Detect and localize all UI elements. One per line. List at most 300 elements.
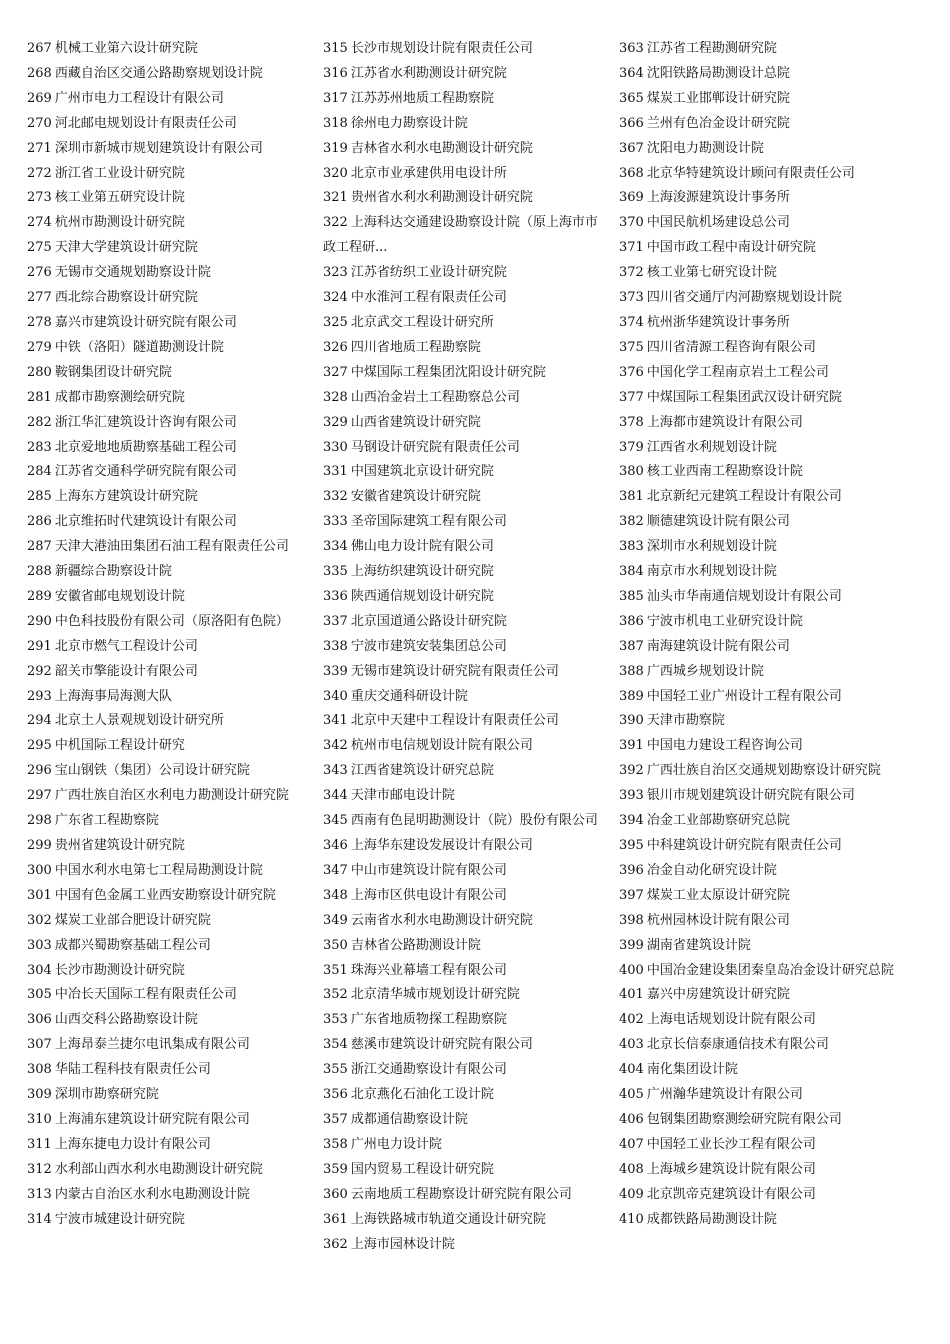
list-item <box>323 510 610 535</box>
list-item <box>323 1033 610 1058</box>
list-item <box>619 1083 906 1108</box>
list-item <box>323 834 610 859</box>
item-number: 380 <box>619 464 644 480</box>
item-number: 337 <box>323 613 348 629</box>
list-item <box>619 585 906 610</box>
list-item <box>619 485 906 510</box>
item-number: 307 <box>27 1037 52 1053</box>
item-number: 333 <box>323 514 348 530</box>
item-name: 徐州电力勘察设计院 <box>350 115 468 131</box>
list-item <box>619 62 906 87</box>
item-number: 335 <box>323 564 348 580</box>
item-number: 324 <box>323 290 348 306</box>
item-number: 362 <box>323 1236 348 1252</box>
item-number: 357 <box>323 1111 348 1127</box>
item-name: 北京维拓时代建筑设计有限公司 <box>54 514 237 530</box>
list-item <box>619 336 906 361</box>
item-name: 北京燕化石油化工设计院 <box>350 1087 494 1103</box>
item-number: 372 <box>619 265 644 281</box>
item-name: 上海城乡建筑设计院有限公司 <box>646 1161 816 1177</box>
item-name: 湖南省建筑设计院 <box>646 937 751 953</box>
item-number: 382 <box>619 514 644 530</box>
list-item <box>323 959 610 984</box>
item-name: 杭州市电信规划设计院有限公司 <box>350 738 533 754</box>
item-name: 江西省水利规划设计院 <box>646 439 777 455</box>
item-name: 沈阳铁路局勘测设计总院 <box>646 65 790 81</box>
list-item <box>323 535 610 560</box>
item-number: 310 <box>27 1111 52 1127</box>
list-item <box>619 286 906 311</box>
list-item <box>323 436 610 461</box>
list-item <box>323 709 610 734</box>
item-number: 385 <box>619 588 644 604</box>
list-item <box>619 834 906 859</box>
item-number: 280 <box>27 364 52 380</box>
list-item <box>27 1058 314 1083</box>
item-number: 347 <box>323 862 348 878</box>
item-number: 301 <box>27 887 52 903</box>
item-name: 上海东捷电力设计有限公司 <box>54 1136 211 1152</box>
item-number: 322 <box>323 215 348 231</box>
list-item <box>27 1108 314 1133</box>
item-number: 341 <box>323 713 348 729</box>
list-item <box>27 759 314 784</box>
item-name: 云南地质工程勘察设计研究院有限公司 <box>350 1186 572 1202</box>
list-item <box>27 1208 314 1233</box>
list-item <box>619 685 906 710</box>
list-item <box>619 983 906 1008</box>
list-item <box>27 311 314 336</box>
item-number: 391 <box>619 738 644 754</box>
item-number: 349 <box>323 912 348 928</box>
list-item <box>27 660 314 685</box>
list-item <box>619 859 906 884</box>
list-item <box>27 510 314 535</box>
item-name: 南京市水利规划设计院 <box>646 564 777 580</box>
item-name: 杭州浙华建筑设计事务所 <box>646 314 790 330</box>
list-item <box>619 186 906 211</box>
list-item <box>323 734 610 759</box>
item-name: 上海电话规划设计院有限公司 <box>646 1012 816 1028</box>
item-number: 313 <box>27 1186 52 1202</box>
item-number: 267 <box>27 41 52 56</box>
list-item <box>323 186 610 211</box>
list-item <box>27 934 314 959</box>
list-item <box>619 137 906 162</box>
item-name: 无锡市建筑设计研究院有限责任公司 <box>350 663 559 679</box>
item-number: 323 <box>323 265 348 281</box>
list-item <box>27 959 314 984</box>
item-number: 269 <box>27 90 52 106</box>
item-name: 北京长信泰康通信技术有限公司 <box>646 1037 829 1053</box>
item-name: 江苏省交通科学研究院有限公司 <box>54 464 237 480</box>
list-item <box>323 1158 610 1183</box>
list-item <box>27 1008 314 1033</box>
item-name: 深圳市水利规划设计院 <box>646 539 777 555</box>
list-item <box>27 411 314 436</box>
item-name: 北京清华城市规划设计研究院 <box>350 987 520 1003</box>
list-item <box>27 37 314 62</box>
item-number: 292 <box>27 663 52 679</box>
item-name: 广州市电力工程设计有限公司 <box>54 90 224 106</box>
item-number: 318 <box>323 115 348 131</box>
item-number: 305 <box>27 987 52 1003</box>
item-name: 四川省清源工程咨询有限公司 <box>646 339 816 355</box>
list-item <box>27 460 314 485</box>
list-item <box>619 411 906 436</box>
list-item <box>27 784 314 809</box>
list-item <box>27 436 314 461</box>
item-name: 中机国际工程设计研究 <box>54 738 185 754</box>
item-number: 404 <box>619 1062 644 1078</box>
item-name: 核工业第七研究设计院 <box>646 265 777 281</box>
item-name: 天津市邮电设计院 <box>350 788 455 804</box>
list-item <box>27 386 314 411</box>
list-item <box>27 1033 314 1058</box>
list-item <box>619 112 906 137</box>
item-name: 广西壮族自治区交通规划勘察设计研究院 <box>646 763 881 779</box>
item-name: 中国轻工业广州设计工程有限公司 <box>646 688 842 704</box>
item-name: 广州电力设计院 <box>350 1136 442 1152</box>
item-name: 鞍钢集团设计研究院 <box>54 364 172 380</box>
item-name: 新疆综合勘察设计院 <box>54 564 172 580</box>
item-number: 284 <box>27 464 52 480</box>
item-number: 302 <box>27 912 52 928</box>
item-number: 384 <box>619 564 644 580</box>
item-name: 中国冶金建设集团秦皇岛冶金设计研究总院 <box>646 962 894 978</box>
list-item <box>619 37 906 62</box>
item-name: 北京华特建筑设计顾问有限责任公司 <box>646 165 855 181</box>
item-number: 345 <box>323 813 348 829</box>
item-name: 汕头市华南通信规划设计有限公司 <box>646 588 842 604</box>
list-item <box>323 635 610 660</box>
item-name: 冶金工业部勘察研究总院 <box>646 813 790 829</box>
item-name: 嘉兴中房建筑设计研究院 <box>646 987 790 1003</box>
item-name: 贵州省建筑设计研究院 <box>54 838 185 853</box>
item-name: 宁波市建筑安装集团总公司 <box>350 638 507 654</box>
item-number: 363 <box>619 41 644 56</box>
list-item <box>323 211 610 261</box>
list-item <box>323 685 610 710</box>
list-item <box>323 1133 610 1158</box>
item-number: 311 <box>27 1136 52 1152</box>
item-name: 中国有色金属工业西安勘察设计研究院 <box>54 887 276 903</box>
list-item <box>323 585 610 610</box>
item-number: 343 <box>323 763 348 779</box>
list-item <box>619 1133 906 1158</box>
item-number: 274 <box>27 215 52 231</box>
list-item <box>323 1058 610 1083</box>
item-number: 295 <box>27 738 52 754</box>
list-item <box>27 983 314 1008</box>
item-number: 360 <box>323 1186 348 1202</box>
item-name: 成都兴蜀勘察基础工程公司 <box>54 937 211 953</box>
item-name: 杭州园林设计院有限公司 <box>646 912 790 928</box>
item-number: 299 <box>27 838 52 853</box>
list-item <box>619 610 906 635</box>
list-item <box>323 809 610 834</box>
item-name: 华陆工程科技有限责任公司 <box>54 1062 211 1078</box>
item-number: 316 <box>323 65 348 81</box>
item-name: 云南省水利水电勘测设计研究院 <box>350 912 533 928</box>
list-item <box>619 261 906 286</box>
list-item <box>323 1008 610 1033</box>
item-number: 293 <box>27 688 52 704</box>
item-name: 江西省建筑设计研究总院 <box>350 763 494 779</box>
list-item <box>27 286 314 311</box>
list-item <box>27 361 314 386</box>
list-item <box>323 1183 610 1208</box>
list-item <box>619 934 906 959</box>
item-number: 303 <box>27 937 52 953</box>
item-name: 上海市园林设计院 <box>350 1236 455 1252</box>
item-name: 北京土人景观规划设计研究所 <box>54 713 224 729</box>
item-name: 中国轻工业长沙工程有限公司 <box>646 1136 816 1152</box>
list-item <box>27 137 314 162</box>
item-number: 405 <box>619 1087 644 1103</box>
item-name: 顺德建筑设计院有限公司 <box>646 514 790 530</box>
item-number: 278 <box>27 314 52 330</box>
item-name: 西北综合勘察设计研究院 <box>54 290 198 306</box>
list-item <box>619 386 906 411</box>
item-name: 北京爱地地质勘察基础工程公司 <box>54 439 237 455</box>
item-name: 西藏自治区交通公路勘察规划设计院 <box>54 65 263 81</box>
item-name: 上海科达交通建设勘察设计院（原上海市市政工程研... <box>323 215 598 256</box>
item-number: 354 <box>323 1037 348 1053</box>
list-item <box>323 1108 610 1133</box>
item-name: 银川市规划建筑设计研究院有限公司 <box>646 788 855 804</box>
item-number: 286 <box>27 514 52 530</box>
item-number: 364 <box>619 65 644 81</box>
item-name: 上海纺织建筑设计研究院 <box>350 564 494 580</box>
item-number: 356 <box>323 1087 348 1103</box>
item-name: 北京新纪元建筑工程设计有限公司 <box>646 489 842 505</box>
item-name: 中色科技股份有限公司（原洛阳有色院） <box>54 613 289 629</box>
item-name: 机械工业第六设计研究院 <box>54 41 198 56</box>
item-name: 中国民航机场建设总公司 <box>646 215 790 231</box>
list-item <box>27 610 314 635</box>
item-number: 298 <box>27 813 52 829</box>
list-item <box>323 137 610 162</box>
item-name: 中国建筑北京设计研究院 <box>350 464 494 480</box>
item-name: 广东省工程勘察院 <box>54 813 159 829</box>
column-3 <box>619 37 906 1233</box>
list-item <box>323 411 610 436</box>
item-number: 388 <box>619 663 644 679</box>
item-name: 国内贸易工程设计研究院 <box>350 1161 494 1177</box>
item-name: 中山市建筑设计院有限公司 <box>350 862 507 878</box>
list-item <box>323 983 610 1008</box>
item-name: 慈溪市建筑设计研究院有限公司 <box>350 1037 533 1053</box>
list-item <box>323 336 610 361</box>
list-item <box>27 112 314 137</box>
item-name: 冶金自动化研究设计院 <box>646 862 777 878</box>
item-name: 宁波市机电工业研究设计院 <box>646 613 803 629</box>
item-number: 328 <box>323 389 348 405</box>
item-number: 308 <box>27 1062 52 1078</box>
item-name: 上海昂泰兰捷尔电讯集成有限公司 <box>54 1037 250 1053</box>
item-name: 陕西通信规划设计研究院 <box>350 588 494 604</box>
list-item <box>27 859 314 884</box>
list-item <box>27 809 314 834</box>
item-number: 309 <box>27 1087 52 1103</box>
item-number: 306 <box>27 1012 52 1028</box>
item-name: 吉林省水利水电勘测设计研究院 <box>350 140 533 156</box>
item-number: 367 <box>619 140 644 156</box>
item-name: 江苏省工程勘测研究院 <box>646 41 777 56</box>
item-number: 355 <box>323 1062 348 1078</box>
item-number: 344 <box>323 788 348 804</box>
item-number: 330 <box>323 439 348 455</box>
list-item <box>323 162 610 187</box>
list-item <box>323 859 610 884</box>
item-name: 中水淮河工程有限责任公司 <box>350 290 507 306</box>
item-number: 387 <box>619 638 644 654</box>
item-name: 水利部山西水利水电勘测设计研究院 <box>54 1161 263 1177</box>
item-number: 272 <box>27 165 52 181</box>
list-item <box>323 286 610 311</box>
list-item <box>323 909 610 934</box>
item-name: 江苏省水利勘测设计研究院 <box>350 65 507 81</box>
list-item <box>619 1033 906 1058</box>
item-name: 中铁（洛阳）隧道勘测设计院 <box>54 339 224 355</box>
item-number: 296 <box>27 763 52 779</box>
item-name: 广西城乡规划设计院 <box>646 663 764 679</box>
list-item <box>27 909 314 934</box>
list-item <box>323 1233 610 1258</box>
item-number: 331 <box>323 464 348 480</box>
item-number: 389 <box>619 688 644 704</box>
item-number: 312 <box>27 1161 52 1177</box>
item-number: 353 <box>323 1012 348 1028</box>
item-number: 288 <box>27 564 52 580</box>
item-name: 宝山钢铁（集团）公司设计研究院 <box>54 763 250 779</box>
item-number: 326 <box>323 339 348 355</box>
item-number: 386 <box>619 613 644 629</box>
item-name: 江苏省纺织工业设计研究院 <box>350 265 507 281</box>
item-number: 397 <box>619 887 644 903</box>
item-number: 377 <box>619 389 644 405</box>
item-number: 289 <box>27 588 52 604</box>
item-name: 北京武交工程设计研究所 <box>350 314 494 330</box>
item-name: 杭州市勘测设计研究院 <box>54 215 185 231</box>
list-item <box>619 87 906 112</box>
list-item <box>323 1083 610 1108</box>
item-number: 358 <box>323 1136 348 1152</box>
item-name: 内蒙古自治区水利水电勘测设计院 <box>54 1186 250 1202</box>
item-name: 核工业第五研究设计院 <box>54 190 185 206</box>
item-name: 山西交科公路勘察设计院 <box>54 1012 198 1028</box>
item-number: 390 <box>619 713 644 729</box>
item-name: 北京凯帝克建筑设计有限公司 <box>646 1186 816 1202</box>
item-number: 351 <box>323 962 348 978</box>
list-item <box>619 909 906 934</box>
list-item <box>619 560 906 585</box>
item-name: 煤炭工业部合肥设计研究院 <box>54 912 211 928</box>
list-item <box>27 884 314 909</box>
item-name: 包钢集团勘察测绘研究院有限公司 <box>646 1111 842 1127</box>
list-item <box>619 311 906 336</box>
list-item <box>27 1158 314 1183</box>
item-number: 339 <box>323 663 348 679</box>
item-name: 上海市区供电设计有限公司 <box>350 887 507 903</box>
item-number: 319 <box>323 140 348 156</box>
column-2 <box>323 37 610 1257</box>
list-item <box>323 610 610 635</box>
item-number: 285 <box>27 489 52 505</box>
list-item <box>619 635 906 660</box>
list-item <box>27 535 314 560</box>
list-item <box>619 1108 906 1133</box>
item-name: 中国化学工程南京岩土工程公司 <box>646 364 829 380</box>
item-number: 325 <box>323 314 348 330</box>
item-number: 291 <box>27 638 52 654</box>
item-number: 275 <box>27 240 52 256</box>
item-number: 396 <box>619 862 644 878</box>
item-number: 279 <box>27 339 52 355</box>
list-item <box>619 211 906 236</box>
item-number: 375 <box>619 339 644 355</box>
item-number: 320 <box>323 165 348 181</box>
item-number: 371 <box>619 240 644 256</box>
item-number: 373 <box>619 290 644 306</box>
item-name: 北京市业承建供用电设计所 <box>350 165 507 181</box>
list-item <box>323 112 610 137</box>
item-number: 332 <box>323 489 348 505</box>
item-number: 281 <box>27 389 52 405</box>
list-item <box>27 62 314 87</box>
item-name: 南化集团设计院 <box>646 1062 738 1078</box>
item-name: 煤炭工业太原设计研究院 <box>646 887 790 903</box>
item-number: 282 <box>27 414 52 430</box>
item-number: 370 <box>619 215 644 231</box>
item-name: 上海东方建筑设计研究院 <box>54 489 198 505</box>
item-number: 340 <box>323 688 348 704</box>
item-number: 376 <box>619 364 644 380</box>
item-name: 河北邮电规划设计有限责任公司 <box>54 115 237 131</box>
item-name: 北京中天建中工程设计有限责任公司 <box>350 713 559 729</box>
item-name: 深圳市新城市规划建筑设计有限公司 <box>54 140 263 156</box>
item-name: 浙江交通勘察设计有限公司 <box>350 1062 507 1078</box>
item-name: 中国电力建设工程咨询公司 <box>646 738 803 754</box>
list-item <box>323 884 610 909</box>
item-name: 四川省地质工程勘察院 <box>350 339 481 355</box>
list-item <box>619 959 906 984</box>
item-name: 成都市勘察测绘研究院 <box>54 389 185 405</box>
list-item <box>323 1208 610 1233</box>
item-number: 297 <box>27 788 52 804</box>
list-item <box>619 884 906 909</box>
item-name: 浙江华汇建筑设计咨询有限公司 <box>54 414 237 430</box>
list-item <box>27 162 314 187</box>
list-item <box>323 62 610 87</box>
item-name: 马钢设计研究院有限责任公司 <box>350 439 520 455</box>
item-name: 上海浚源建筑设计事务所 <box>646 190 790 206</box>
list-item <box>619 784 906 809</box>
item-number: 409 <box>619 1186 644 1202</box>
item-number: 300 <box>27 862 52 878</box>
item-number: 410 <box>619 1211 644 1227</box>
item-number: 361 <box>323 1211 348 1227</box>
list-item <box>323 386 610 411</box>
list-item <box>619 535 906 560</box>
item-number: 271 <box>27 140 52 156</box>
item-number: 369 <box>619 190 644 206</box>
item-number: 317 <box>323 90 348 106</box>
list-item <box>619 436 906 461</box>
item-number: 379 <box>619 439 644 455</box>
item-name: 广西壮族自治区水利电力勘测设计研究院 <box>54 788 289 804</box>
